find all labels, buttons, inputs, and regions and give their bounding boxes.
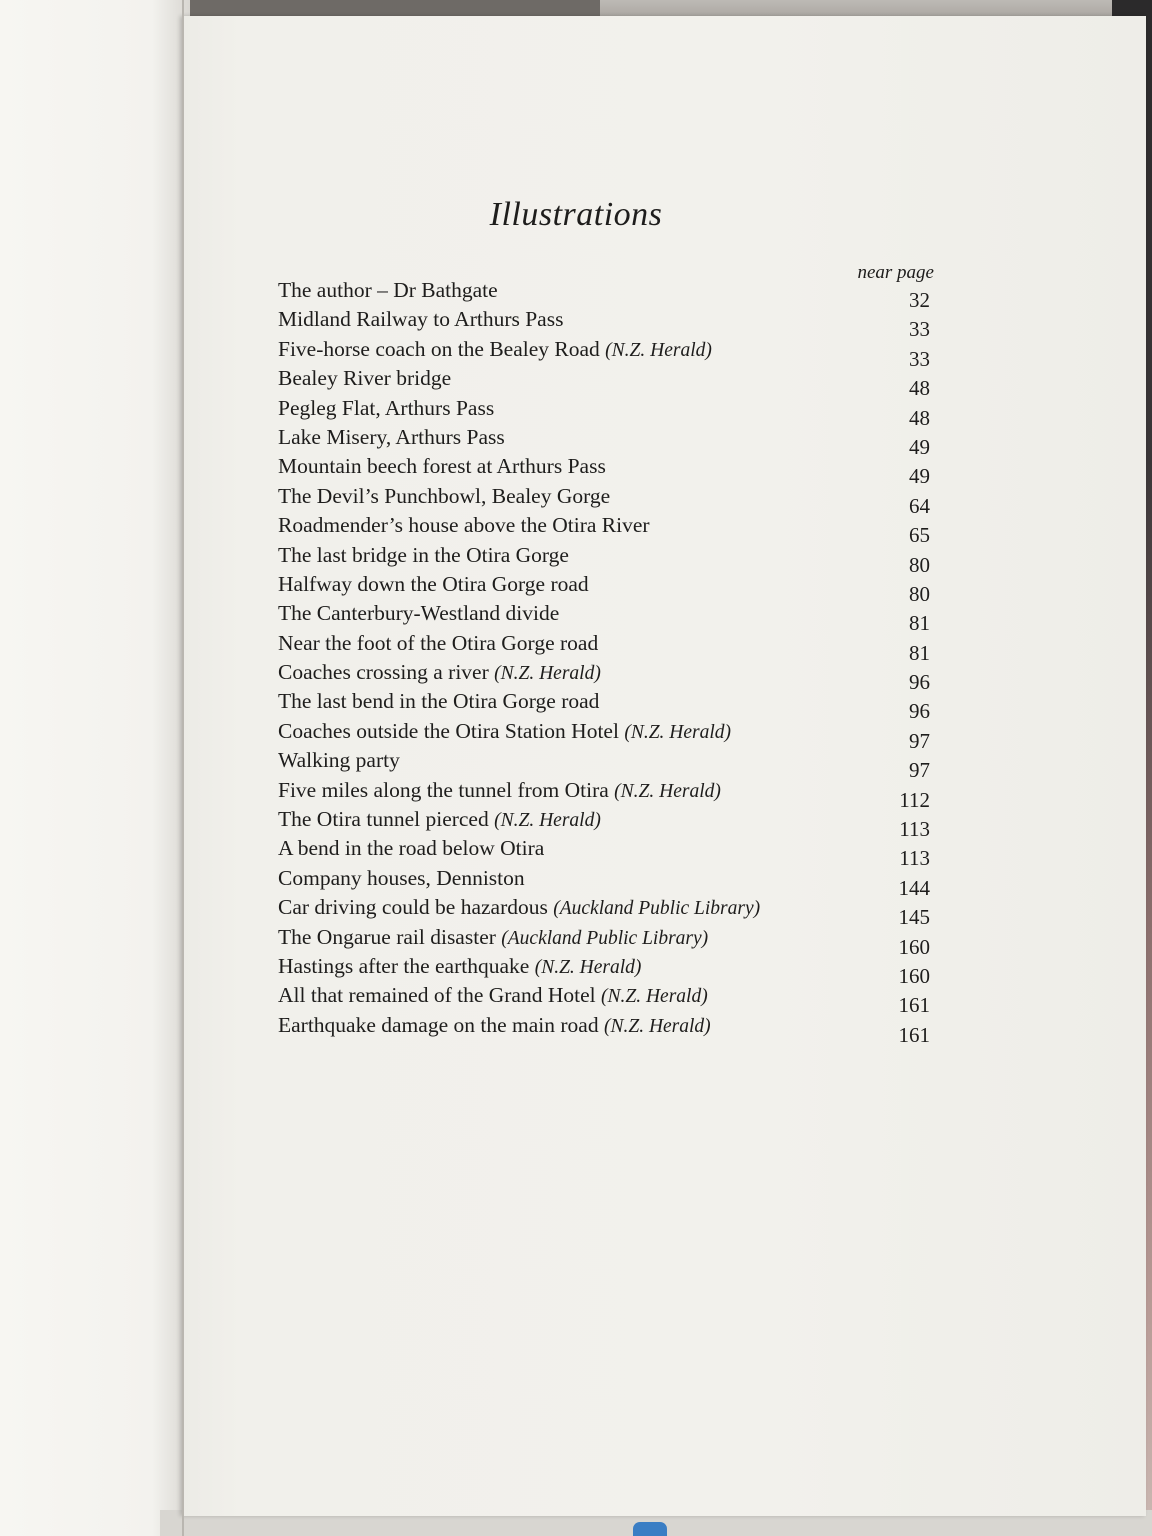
illustration-caption	[278, 278, 498, 303]
caption-text: Mountain beech forest at Arthurs Pass	[278, 454, 606, 479]
illustration-caption	[278, 778, 721, 803]
page-number: 161	[898, 1022, 930, 1047]
page-number: 48	[909, 405, 930, 430]
page-number: 97	[909, 758, 930, 783]
illustration-caption	[278, 925, 708, 950]
caption-text: The Canterbury-Westland divide	[278, 601, 560, 626]
page-number: 145	[898, 905, 930, 930]
list-item	[272, 336, 934, 371]
list-item	[272, 865, 934, 900]
page-number: 33	[909, 346, 930, 371]
caption-credit: (N.Z. Herald)	[494, 810, 601, 832]
caption-credit: (N.Z. Herald)	[624, 721, 732, 743]
list-item	[272, 307, 934, 342]
list-item	[272, 542, 934, 577]
list-item	[272, 953, 934, 988]
caption-text: Five-horse coach on the Bealey Road	[278, 336, 600, 361]
list-item	[272, 983, 934, 1018]
caption-text: The Ongarue rail disaster	[278, 924, 496, 949]
illustration-caption	[278, 748, 400, 773]
caption-text: The last bridge in the Otira Gorge	[278, 542, 569, 567]
page-number: 49	[909, 434, 930, 459]
list-item	[272, 1012, 934, 1047]
list-item	[272, 924, 934, 959]
illustration-caption	[278, 954, 641, 979]
list-item	[272, 483, 934, 518]
illustration-caption	[278, 660, 601, 685]
illustration-caption	[278, 866, 525, 891]
near-page-column-header: near page	[857, 262, 934, 283]
caption-text: Pegleg Flat, Arthurs Pass	[278, 395, 495, 420]
caption-text: Coaches crossing a river	[278, 660, 489, 685]
caption-text: Five miles along the tunnel from Otira	[278, 777, 609, 802]
list-item	[272, 689, 934, 724]
caption-credit: (N.Z. Herald)	[614, 780, 721, 802]
page-number: 160	[898, 934, 930, 959]
caption-credit: (N.Z. Herald)	[534, 956, 642, 978]
page-number: 49	[909, 464, 930, 489]
caption-text: A bend in the road below Otira	[278, 836, 545, 861]
list-item	[272, 748, 934, 783]
illustration-caption	[278, 836, 544, 861]
list-item	[272, 513, 934, 548]
caption-text: Walking party	[278, 748, 400, 773]
page-number: 113	[899, 817, 930, 842]
page-number: 80	[909, 581, 930, 606]
illustration-caption	[278, 484, 610, 509]
caption-credit: (N.Z. Herald)	[601, 986, 708, 1008]
illustration-caption	[278, 601, 559, 626]
list-item	[272, 454, 934, 489]
caption-text: Lake Misery, Arthurs Pass	[278, 424, 505, 449]
illustration-caption	[278, 454, 606, 479]
caption-credit: (N.Z. Herald)	[603, 1015, 711, 1037]
list-item	[272, 836, 934, 871]
caption-text: The Devil’s Punchbowl, Bealey Gorge	[278, 483, 611, 508]
page-number: 144	[898, 875, 930, 900]
caption-credit: (N.Z. Herald)	[494, 663, 601, 685]
list-item	[272, 601, 934, 636]
page-number: 80	[909, 552, 930, 577]
illustrations-list	[272, 278, 934, 1047]
illustration-caption	[278, 689, 599, 714]
caption-credit: (N.Z. Herald)	[605, 339, 712, 361]
illustration-caption	[278, 1013, 711, 1038]
caption-text: Company houses, Denniston	[278, 865, 525, 890]
page-number: 81	[909, 640, 930, 665]
list-item	[272, 395, 934, 430]
illustration-caption	[278, 513, 650, 538]
list-item	[272, 895, 934, 930]
list-item	[272, 366, 934, 401]
page-number: 112	[899, 787, 930, 812]
list-item	[272, 630, 934, 665]
illustration-caption	[278, 396, 494, 421]
illustration-caption	[278, 337, 712, 362]
caption-text: Earthquake damage on the main road	[278, 1012, 599, 1037]
caption-text: Bealey River bridge	[278, 366, 452, 391]
caption-text: All that remained of the Grand Hotel	[278, 983, 596, 1008]
page-number: 48	[909, 376, 930, 401]
illustration-caption	[278, 719, 731, 744]
page-number: 81	[909, 611, 930, 636]
illustration-caption	[278, 572, 589, 597]
list-item	[272, 718, 934, 753]
page-number: 64	[909, 493, 930, 518]
page-title: Illustrations	[489, 196, 663, 233]
caption-text: Roadmender’s house above the Otira River	[278, 513, 650, 538]
page-number: 97	[909, 728, 930, 753]
caption-text: The last bend in the Otira Gorge road	[278, 689, 600, 714]
page-number: 161	[898, 993, 930, 1018]
bookmark-tab	[633, 1522, 667, 1536]
caption-text: Midland Railway to Arthurs Pass	[278, 307, 564, 332]
illustration-caption	[278, 807, 601, 832]
page-number: 65	[909, 523, 930, 548]
page-number: 32	[909, 288, 930, 312]
list-item	[272, 660, 934, 695]
list-item	[272, 777, 934, 812]
illustration-caption	[278, 631, 598, 656]
list-item	[272, 424, 934, 459]
page-number: 33	[909, 317, 930, 342]
list-item	[272, 278, 934, 312]
page-number: 113	[899, 846, 930, 871]
caption-text: Near the foot of the Otira Gorge road	[278, 630, 599, 655]
caption-text: Halfway down the Otira Gorge road	[278, 571, 589, 596]
illustration-caption	[278, 543, 569, 568]
page-number: 96	[909, 699, 930, 724]
caption-text: Hastings after the earthquake	[278, 953, 530, 978]
illustration-caption	[278, 983, 708, 1008]
caption-credit: (Auckland Public Library)	[553, 898, 761, 920]
caption-text: The author – Dr Bathgate	[278, 278, 498, 302]
caption-text: Coaches outside the Otira Station Hotel	[278, 718, 619, 743]
illustration-caption	[278, 895, 760, 920]
page-number: 96	[909, 670, 930, 695]
caption-credit: (Auckland Public Library)	[501, 927, 709, 949]
illustration-caption	[278, 307, 563, 332]
page-number: 160	[898, 963, 930, 988]
caption-text: Car driving could be hazardous	[278, 895, 548, 920]
list-item	[272, 807, 934, 842]
list-item	[272, 571, 934, 606]
illustration-caption	[278, 366, 451, 391]
caption-text: The Otira tunnel pierced	[278, 807, 489, 832]
illustration-caption	[278, 425, 505, 450]
